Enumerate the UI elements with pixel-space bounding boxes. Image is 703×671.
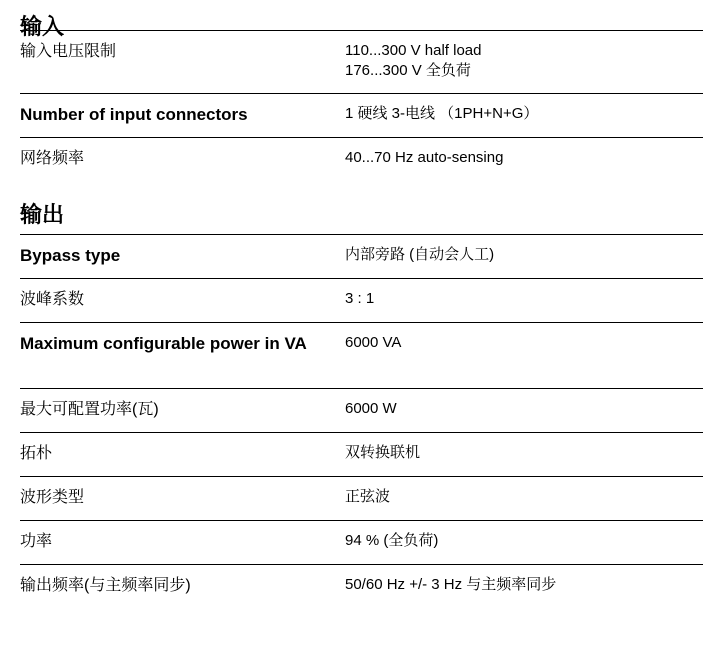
row-label: 波形类型 (20, 489, 85, 506)
table-row (20, 279, 703, 323)
value-line: 内部旁路 (自动会人工) (345, 246, 495, 263)
row-label: 输出频率(与主频率同步) (20, 577, 191, 594)
row-label: 最大可配置功率(瓦) (20, 401, 159, 418)
row-value (345, 235, 703, 278)
row-label: 波峰系数 (20, 291, 85, 308)
value-line: 50/60 Hz +/- 3 Hz 与主频率同步 (345, 576, 557, 593)
section-title-input: 输入 (20, 14, 65, 39)
row-value (345, 279, 703, 322)
row-label: 拓朴 (20, 445, 53, 462)
value-line: 3 : 1 (345, 290, 375, 307)
row-value (345, 477, 703, 520)
value-line: 94 % (全负荷) (345, 532, 439, 549)
value-line: 1 硬线 3-电线 （1PH+N+G） (345, 105, 539, 122)
output-spec-table (20, 234, 703, 609)
row-value (345, 323, 703, 388)
row-value (345, 565, 703, 609)
table-row (20, 138, 703, 182)
value-line: 双转换联机 (345, 444, 421, 461)
row-label: 输入电压限制 (20, 43, 117, 60)
value-line: 110...300 V half load (345, 42, 482, 59)
input-spec-table (20, 30, 703, 182)
row-label: 功率 (20, 533, 53, 550)
table-row (20, 389, 703, 433)
table-row (20, 565, 703, 609)
row-value (345, 389, 703, 432)
table-row (20, 433, 703, 477)
table-row (20, 477, 703, 521)
row-label: 网络频率 (20, 150, 85, 167)
value-line: 6000 VA (345, 334, 402, 351)
row-value (345, 31, 703, 93)
row-value (345, 433, 703, 476)
value-line: 6000 W (345, 400, 397, 417)
row-value (345, 138, 703, 182)
table-row (20, 521, 703, 565)
table-row (20, 323, 703, 389)
value-line: 40...70 Hz auto-sensing (345, 149, 504, 166)
value-line: 正弦波 (345, 488, 391, 505)
row-value (345, 94, 703, 137)
table-row (20, 31, 703, 94)
row-label: Maximum configurable power in VA (20, 334, 307, 353)
row-value (345, 521, 703, 564)
row-label: Bypass type (20, 246, 121, 265)
table-row (20, 235, 703, 279)
table-row (20, 94, 703, 138)
value-line: 176...300 V 全负荷 (345, 62, 471, 79)
row-label: Number of input connectors (20, 105, 248, 124)
section-title-output: 输出 (20, 202, 65, 227)
